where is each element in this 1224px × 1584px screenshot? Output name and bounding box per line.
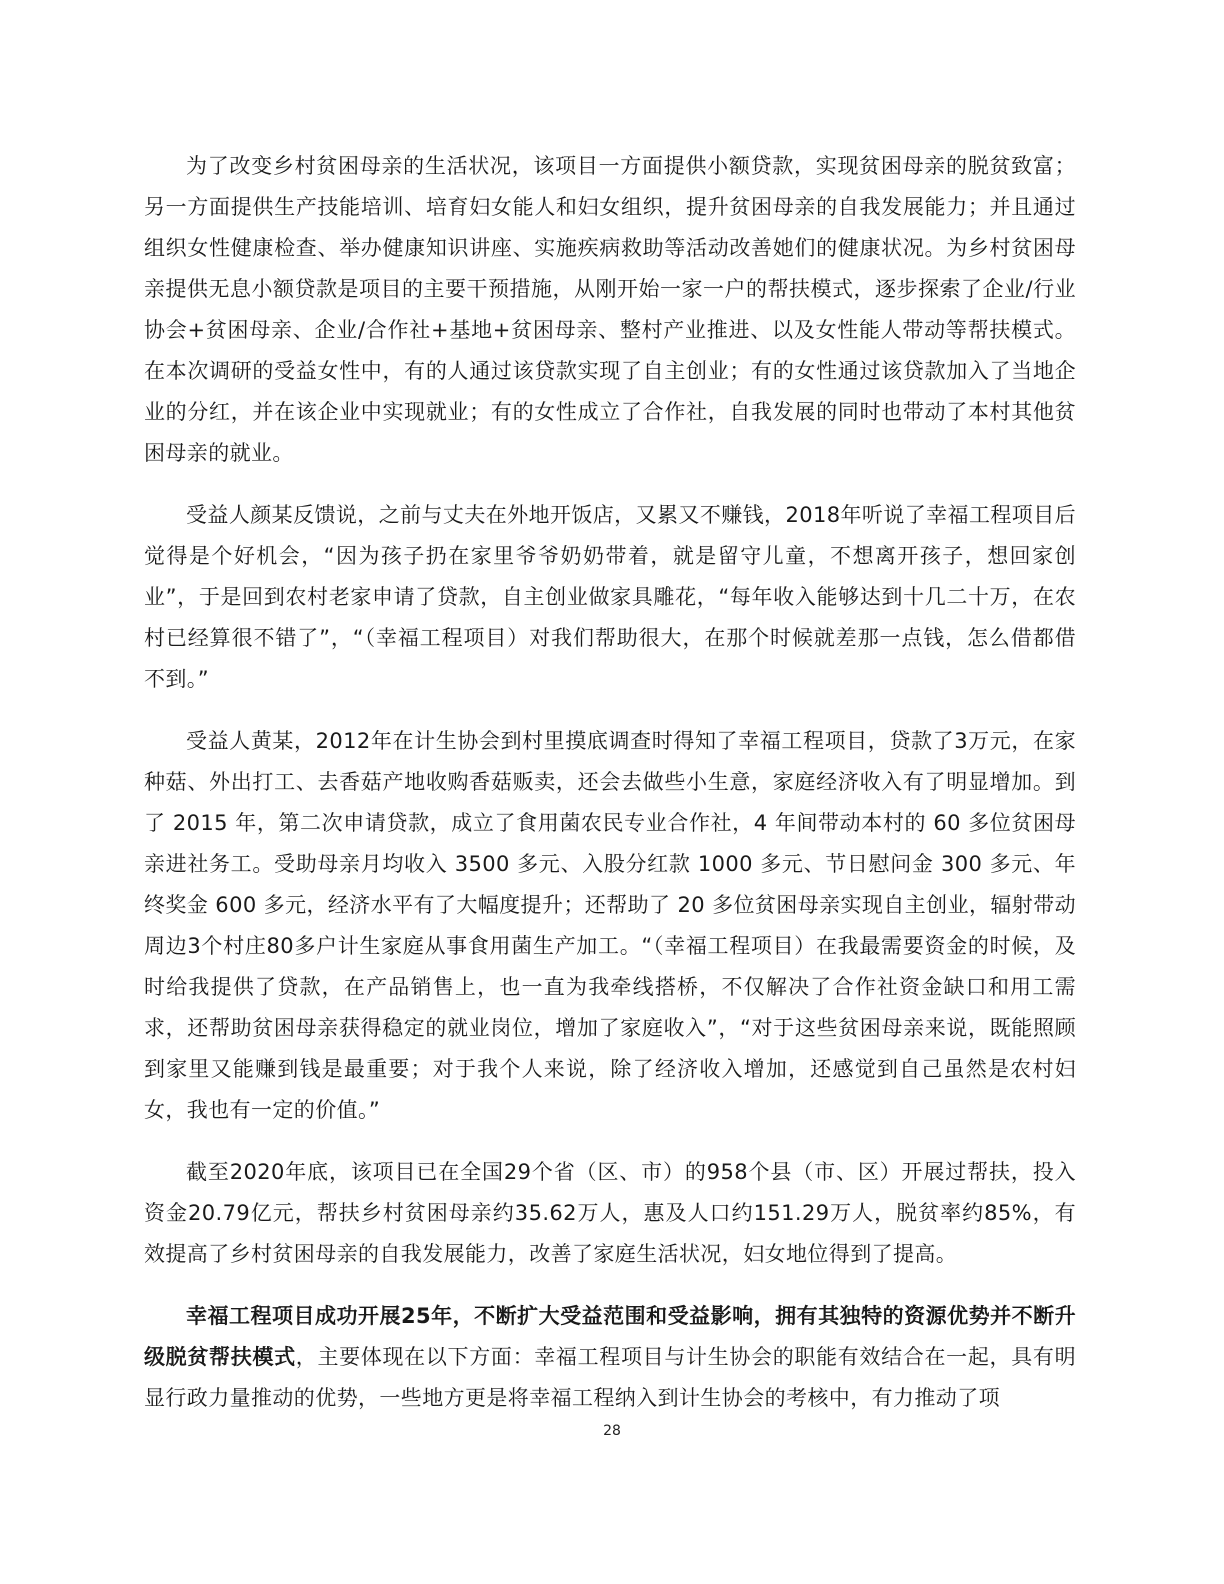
- page-number: 28: [603, 1423, 621, 1439]
- paragraph-continuation: ，主要体现在以下方面：幸福工程项目与计生协会的职能有效结合在一起，具有明显行政力量推动的优势，一些地方更是将幸福工程纳入到计生协会的考核中，有力推动了项: [144, 1345, 1076, 1410]
- document-body: [144, 146, 1076, 1440]
- paragraph-project-statistics: 截至2020年底，该项目已在全国29个省（区、市）的958个县（市、区）开展过帮扶，投入资金20.79亿元，帮扶乡村贫困母亲约35.62万人，惠及人口约151.29万人，脱贫率约85%，有效提高了乡村贫困母亲的自我发展能力，改善了家庭生活状况，妇女地位得到了提高。: [144, 1160, 1076, 1266]
- paragraph-bold-lead: 幸福工程项目成功开展25年，不断扩大受益范围和受益影响，拥有其独特的资源优势并不断升级脱贫帮扶模式: [144, 1304, 1076, 1369]
- paragraph-beneficiary-yan: 受益人颜某反馈说，之前与丈夫在外地开饭店，又累又不赚钱，2018年听说了幸福工程项目后觉得是个好机会，“因为孩子扔在家里爷爷奶奶带着，就是留守儿童，不想离开孩子，想回家创业”，于是回到农村老家申请了贷款，自主创业做家具雕花，“每年收入能够达到十几二十万，在农村已经算很不错了”，“（幸福工程项目）对我们帮助很大，在那个时候就差那一点钱，怎么借都借不到。”: [144, 503, 1076, 691]
- paragraph-beneficiary-huang: 受益人黄某，2012年在计生协会到村里摸底调查时得知了幸福工程项目，贷款了3万元，在家种菇、外出打工、去香菇产地收购香菇贩卖，还会去做些小生意，家庭经济收入有了明显增加。到了 2015 年，第二次申请贷款，成立了食用菌农民专业合作社，4 年间带动本村的 60 多位贫困母亲进社务工。受助母亲月均收入 3500 多元、入股分红款 1000 多元、节日慰问金 300 多元、年终奖金 600 多元，经济水平有了大幅度提升；还帮助了 20 多位贫困母亲实现自主创业，辐射带动周边3个村庄80多户计生家庭从事食用菌生产加工。“（幸福工程项目）在我最需要资金的时候，及时给我提供了贷款，在产品销售上，也一直为我牵线搭桥，不仅解决了合作社资金缺口和用工需求，还帮助贫困母亲获得稳定的就业岗位，增加了家庭收入”，“对于这些贫困母亲来说，既能照顾到家里又能赚到钱是最重要；对于我个人来说，除了经济收入增加，还感觉到自己虽然是农村妇女，我也有一定的价值。”: [144, 729, 1076, 1122]
- paragraph-project-advantages: [144, 1296, 1076, 1419]
- paragraph-project-overview: 为了改变乡村贫困母亲的生活状况，该项目一方面提供小额贷款，实现贫困母亲的脱贫致富；另一方面提供生产技能培训、培育妇女能人和妇女组织，提升贫困母亲的自我发展能力；并且通过组织女性健康检查、举办健康知识讲座、实施疾病救助等活动改善她们的健康状况。为乡村贫困母亲提供无息小额贷款是项目的主要干预措施，从刚开始一家一户的帮扶模式，逐步探索了企业/行业协会+贫困母亲、企业/合作社+基地+贫困母亲、整村产业推进、以及女性能人带动等帮扶模式。在本次调研的受益女性中，有的人通过该贷款实现了自主创业；有的女性通过该贷款加入了当地企业的分红，并在该企业中实现就业；有的女性成立了合作社，自我发展的同时也带动了本村其他贫困母亲的就业。: [144, 154, 1076, 465]
